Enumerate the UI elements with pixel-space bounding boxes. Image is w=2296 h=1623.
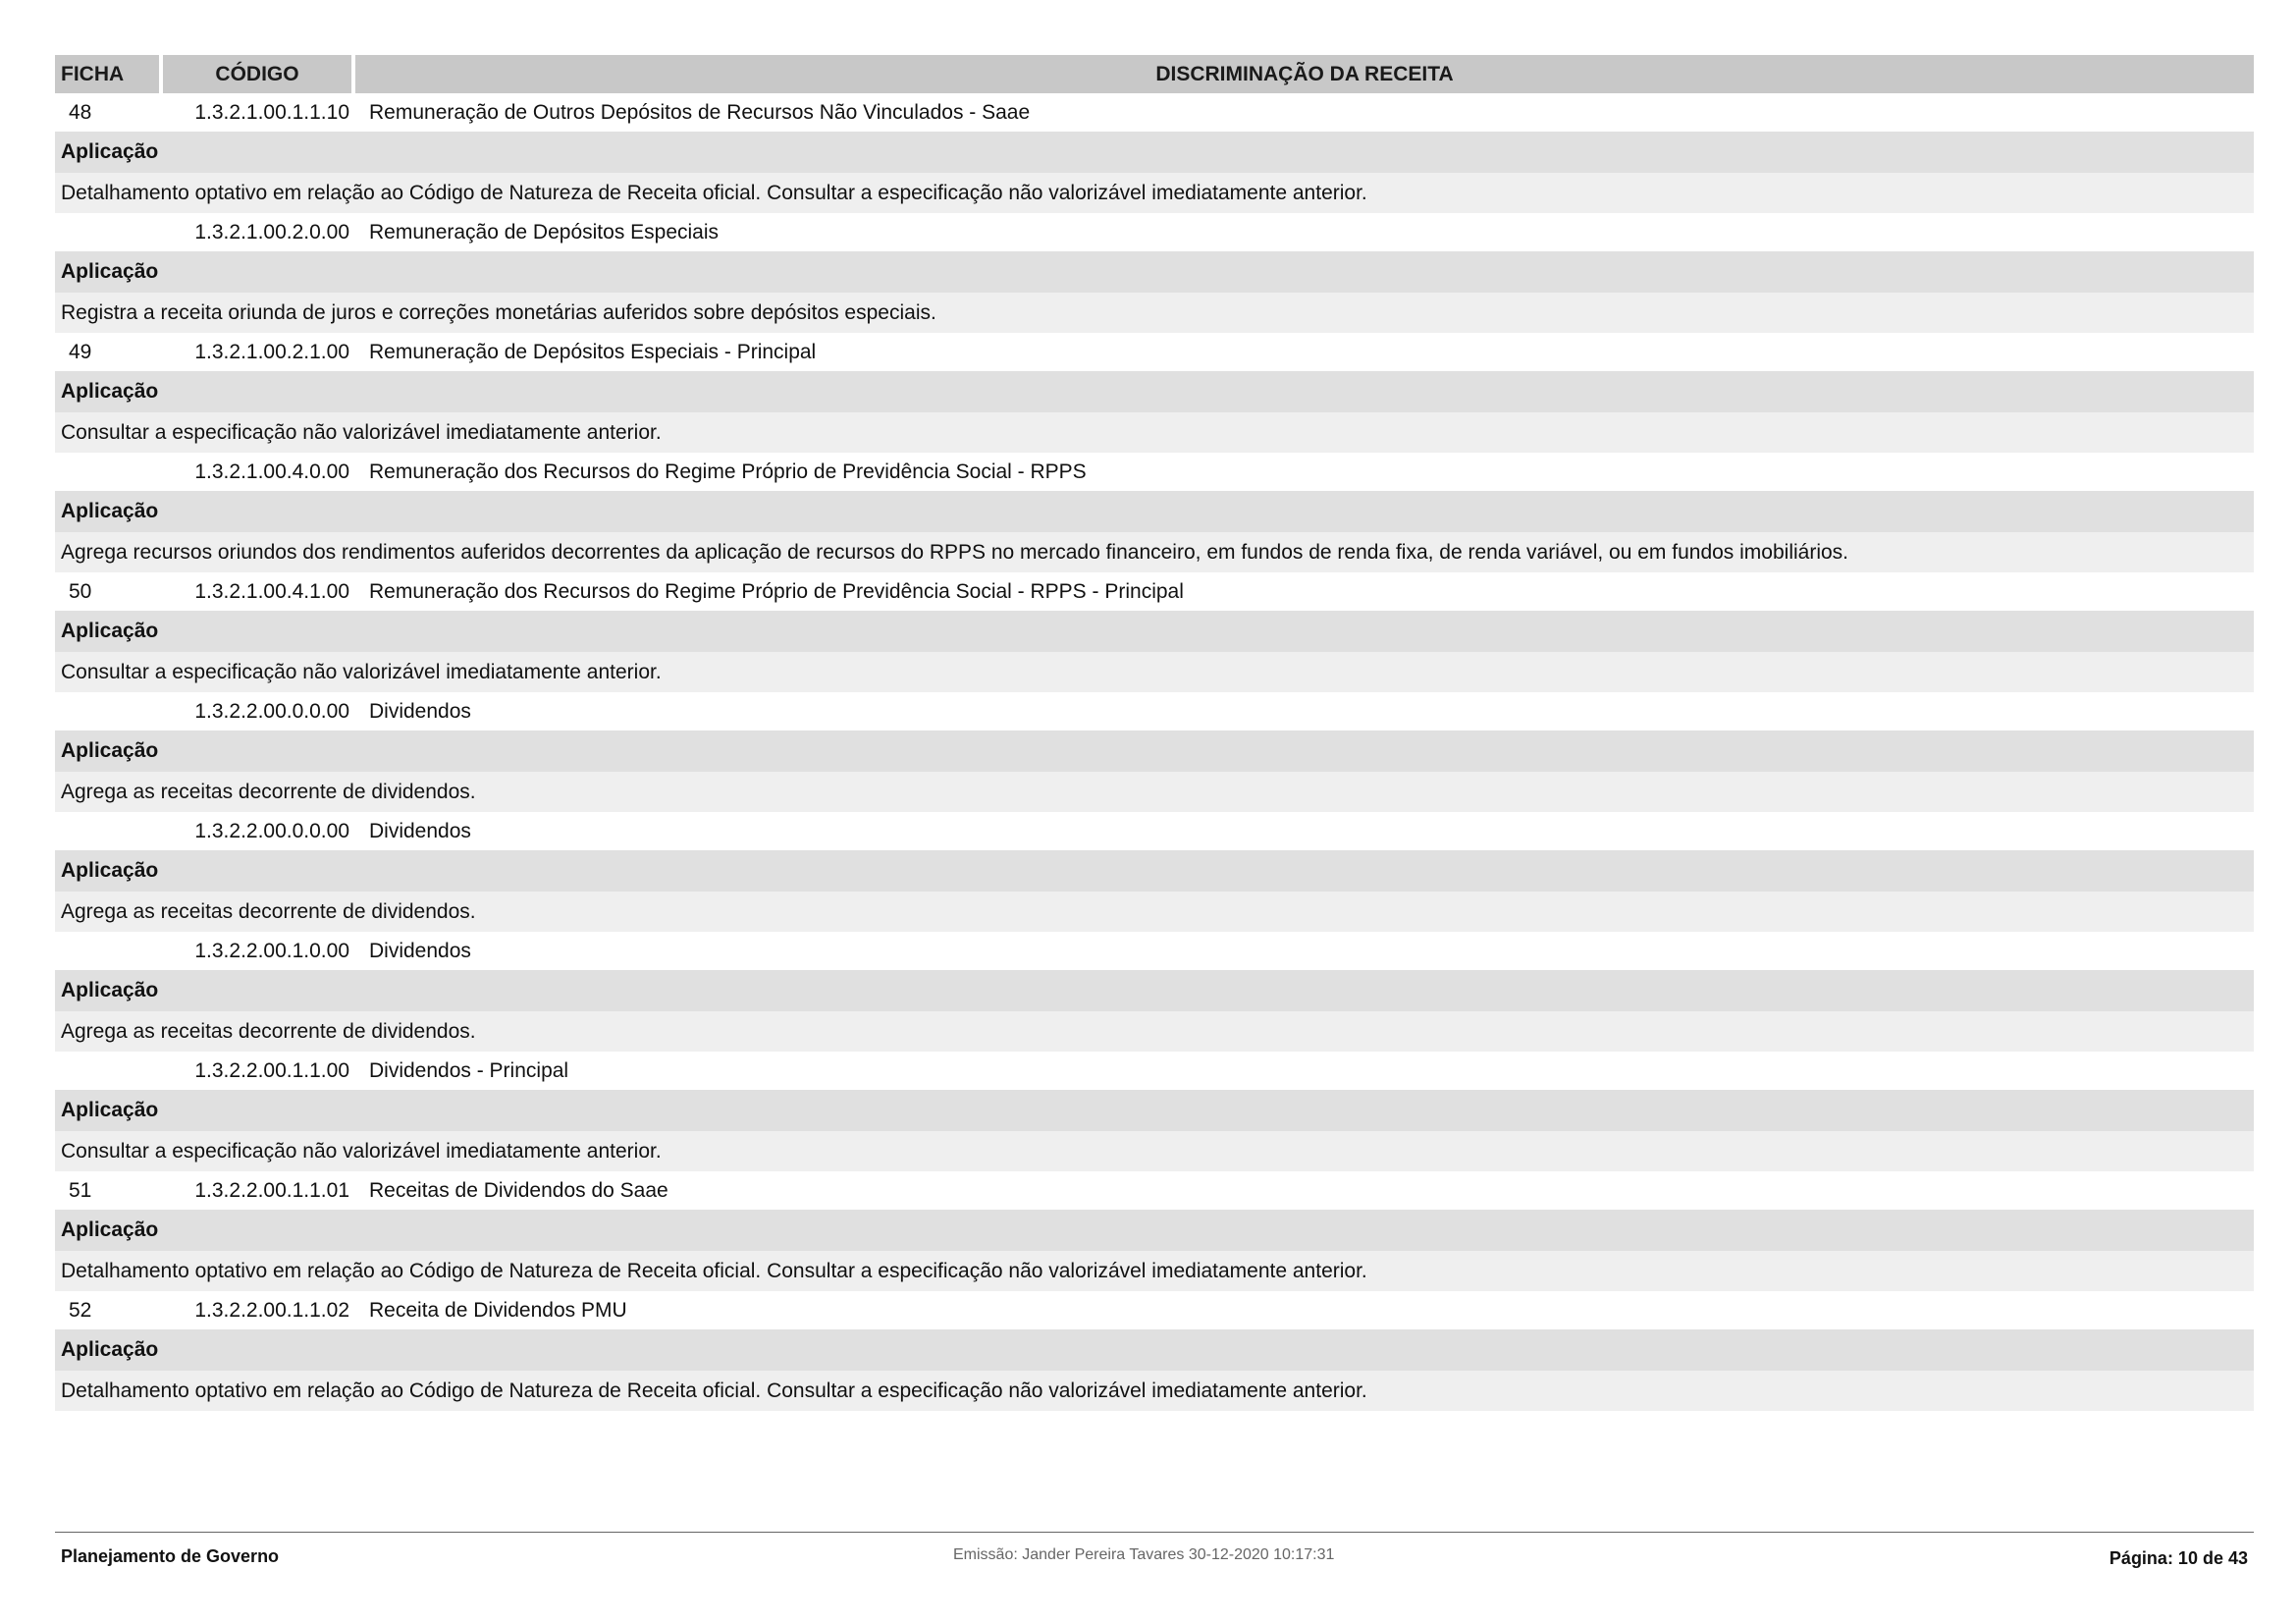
aplicacao-label: Aplicação xyxy=(55,970,2254,1011)
codigo-value: 1.3.2.1.00.2.0.00 xyxy=(194,221,349,243)
aplicacao-label: Aplicação xyxy=(55,491,2254,532)
descricao-value: Dividendos xyxy=(369,700,471,723)
codigo-value: 1.3.2.1.00.1.1.10 xyxy=(194,101,349,124)
aplicacao-text: Agrega as receitas decorrente de dividendos. xyxy=(55,892,2254,932)
aplicacao-label: Aplicação xyxy=(55,850,2254,892)
ficha-number: 52 xyxy=(69,1299,92,1322)
ficha-number xyxy=(55,213,163,251)
aplicacao-text: Agrega as receitas decorrente de dividendos. xyxy=(55,1011,2254,1052)
aplicacao-label: Aplicação xyxy=(55,611,2254,652)
descricao-value: Receitas de Dividendos do Saae xyxy=(369,1179,668,1202)
codigo-value: 1.3.2.1.00.4.1.00 xyxy=(194,580,349,603)
aplicacao-label: Aplicação xyxy=(55,371,2254,412)
descricao-value: Dividendos - Principal xyxy=(369,1059,569,1082)
ficha-number xyxy=(55,932,163,970)
ficha-number: 51 xyxy=(69,1179,92,1202)
descricao-value: Remuneração de Depósitos Especiais xyxy=(369,221,720,243)
codigo-value: 1.3.2.2.00.1.1.01 xyxy=(194,1179,349,1202)
aplicacao-text: Consultar a especificação não valorizável imediatamente anterior. xyxy=(55,412,2254,453)
aplicacao-text: Agrega recursos oriundos dos rendimentos auferidos decorrentes da aplicação de recursos do RPPS no mercado financeiro, em fundos de renda fixa, de renda variável, ou em fundos imobiliários. xyxy=(55,532,2254,572)
aplicacao-text: Consultar a especificação não valorizável imediatamente anterior. xyxy=(55,652,2254,692)
codigo-value: 1.3.2.2.00.0.0.00 xyxy=(194,700,349,723)
aplicacao-text: Registra a receita oriunda de juros e correções monetárias auferidos sobre depósitos especiais. xyxy=(55,293,2254,333)
aplicacao-text: Agrega as receitas decorrente de dividendos. xyxy=(55,772,2254,812)
aplicacao-label: Aplicação xyxy=(55,730,2254,772)
table-row xyxy=(55,932,2254,970)
aplicacao-text: Detalhamento optativo em relação ao Código de Natureza de Receita oficial. Consultar a especificação não valorizável imediatamente anterior. xyxy=(55,1251,2254,1291)
aplicacao-label: Aplicação xyxy=(55,1210,2254,1251)
table-row xyxy=(55,1171,2254,1210)
codigo-value: 1.3.2.1.00.2.1.00 xyxy=(194,341,349,363)
aplicacao-text: Detalhamento optativo em relação ao Código de Natureza de Receita oficial. Consultar a especificação não valorizável imediatamente anterior. xyxy=(55,1371,2254,1411)
table-row xyxy=(55,213,2254,251)
table-row xyxy=(55,1291,2254,1329)
table-row xyxy=(55,93,2254,132)
table-row xyxy=(55,1052,2254,1090)
descricao-value: Remuneração dos Recursos do Regime Próprio de Previdência Social - RPPS - Principal xyxy=(369,580,1184,603)
ficha-number: 48 xyxy=(69,101,92,124)
ficha-number: 50 xyxy=(69,580,92,603)
header-ficha: FICHA xyxy=(55,55,159,93)
ficha-number xyxy=(55,1052,163,1090)
footer-page-number: Página: 10 de 43 xyxy=(2109,1548,2248,1568)
ficha-number xyxy=(55,812,163,850)
aplicacao-label: Aplicação xyxy=(55,132,2254,173)
codigo-value: 1.3.2.1.00.4.0.00 xyxy=(194,460,349,483)
aplicacao-text: Detalhamento optativo em relação ao Código de Natureza de Receita oficial. Consultar a especificação não valorizável imediatamente anterior. xyxy=(55,173,2254,213)
codigo-value: 1.3.2.2.00.1.1.00 xyxy=(194,1059,349,1082)
header-discriminacao: DISCRIMINAÇÃO DA RECEITA xyxy=(355,55,2254,93)
aplicacao-label: Aplicação xyxy=(55,1090,2254,1131)
aplicacao-text: Consultar a especificação não valorizável imediatamente anterior. xyxy=(55,1131,2254,1171)
table-row xyxy=(55,572,2254,611)
footer-emission: Emissão: Jander Pereira Tavares 30-12-2020 10:17:31 xyxy=(953,1546,1335,1563)
aplicacao-label: Aplicação xyxy=(55,1329,2254,1371)
descricao-value: Remuneração dos Recursos do Regime Próprio de Previdência Social - RPPS xyxy=(369,460,1087,483)
entries-list xyxy=(55,93,2254,1411)
descricao-value: Dividendos xyxy=(369,940,471,962)
codigo-value: 1.3.2.2.00.0.0.00 xyxy=(194,820,349,842)
aplicacao-label: Aplicação xyxy=(55,251,2254,293)
descricao-value: Remuneração de Depósitos Especiais - Principal xyxy=(369,341,817,363)
descricao-value: Receita de Dividendos PMU xyxy=(369,1299,627,1322)
ficha-number xyxy=(55,692,163,730)
table-header xyxy=(55,55,2254,93)
codigo-value: 1.3.2.2.00.1.1.02 xyxy=(194,1299,349,1322)
table-row xyxy=(55,333,2254,371)
footer-title: Planejamento de Governo xyxy=(61,1546,280,1566)
descricao-value: Dividendos xyxy=(369,820,471,842)
descricao-value: Remuneração de Outros Depósitos de Recursos Não Vinculados - Saae xyxy=(369,101,1031,124)
page-footer xyxy=(55,1532,2254,1582)
ficha-number xyxy=(55,453,163,491)
table-row xyxy=(55,692,2254,730)
table-row xyxy=(55,453,2254,491)
report-page xyxy=(55,55,2254,1411)
table-row xyxy=(55,812,2254,850)
header-codigo: CÓDIGO xyxy=(163,55,351,93)
codigo-value: 1.3.2.2.00.1.0.00 xyxy=(194,940,349,962)
ficha-number: 49 xyxy=(69,341,92,363)
